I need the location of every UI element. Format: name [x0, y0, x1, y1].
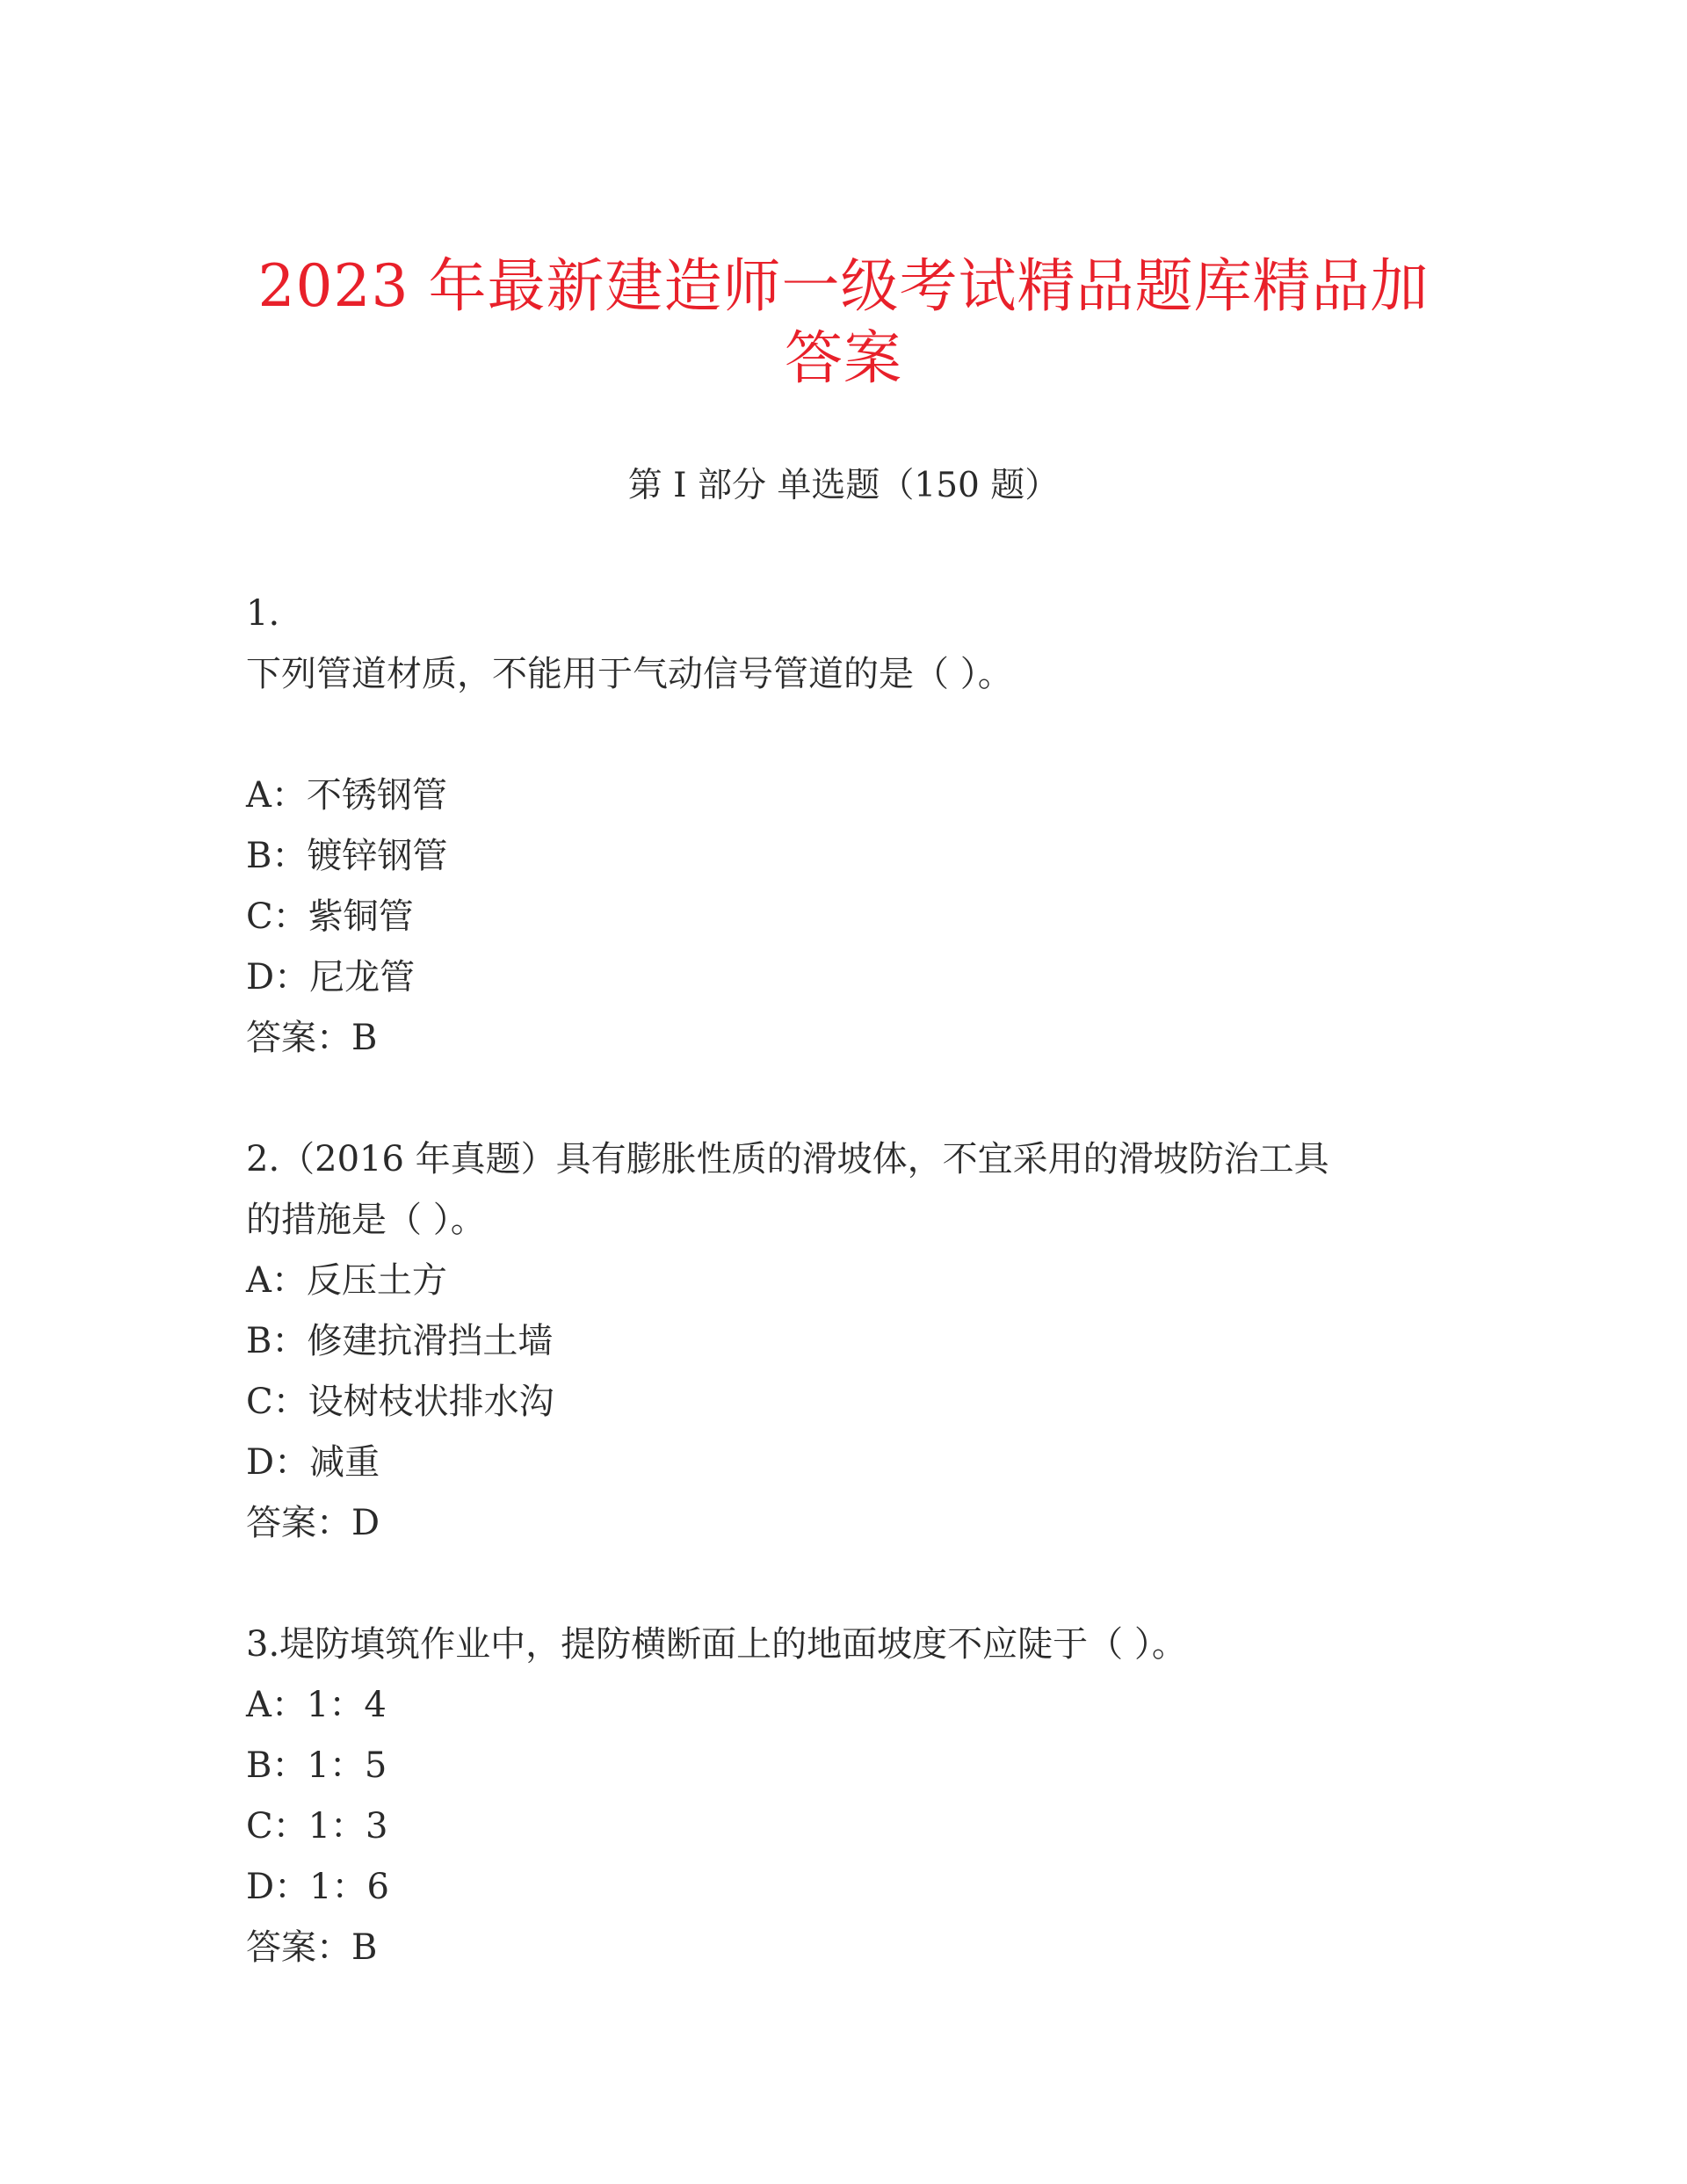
title-line-2: 答案 — [785, 324, 902, 392]
answer: 答案：B — [246, 1018, 378, 1058]
spacer — [246, 705, 1441, 765]
option-b: B：1：5 — [246, 1745, 387, 1786]
option-a: A：不锈钢管 — [246, 775, 447, 816]
option-a: A：反压土方 — [246, 1260, 447, 1301]
answer: 答案：B — [246, 1927, 378, 1968]
option-c: C：1：3 — [246, 1806, 388, 1847]
question-3 — [246, 1614, 1441, 1978]
question-list — [246, 584, 1441, 1978]
option-d: D：减重 — [246, 1442, 380, 1483]
question-stem-line-2: 的措施是（ ）。 — [246, 1200, 486, 1240]
question-1 — [246, 584, 1441, 1069]
option-d: D：尼龙管 — [246, 957, 416, 998]
question-stem: 3.堤防填筑作业中，提防横断面上的地面坡度不应陡于（ ）。 — [246, 1624, 1187, 1665]
option-b: B：修建抗滑挡土墙 — [246, 1321, 554, 1361]
spacer — [246, 1554, 1441, 1614]
document-title — [246, 250, 1441, 395]
option-c: C：紫铜管 — [246, 896, 414, 937]
option-c: C：设树枝状排水沟 — [246, 1382, 554, 1422]
question-number: 1. — [246, 593, 280, 634]
question-2 — [246, 1129, 1441, 1554]
question-stem: 下列管道材质，不能用于气动信号管道的是（ ）。 — [246, 654, 1013, 694]
option-b: B：镀锌钢管 — [246, 836, 448, 876]
option-d: D：1：6 — [246, 1867, 389, 1907]
answer: 答案：D — [246, 1503, 380, 1543]
option-a: A：1：4 — [246, 1685, 387, 1725]
title-line-1: 2023 年最新建造师一级考试精品题库精品加 — [257, 252, 1430, 320]
section-title: 第 I 部分 单选题（150 题） — [627, 466, 1060, 505]
spacer — [246, 1069, 1441, 1129]
question-stem-line-1: 2.（2016 年真题）具有膨胀性质的滑坡体，不宜采用的滑坡防治工具 — [246, 1139, 1329, 1179]
